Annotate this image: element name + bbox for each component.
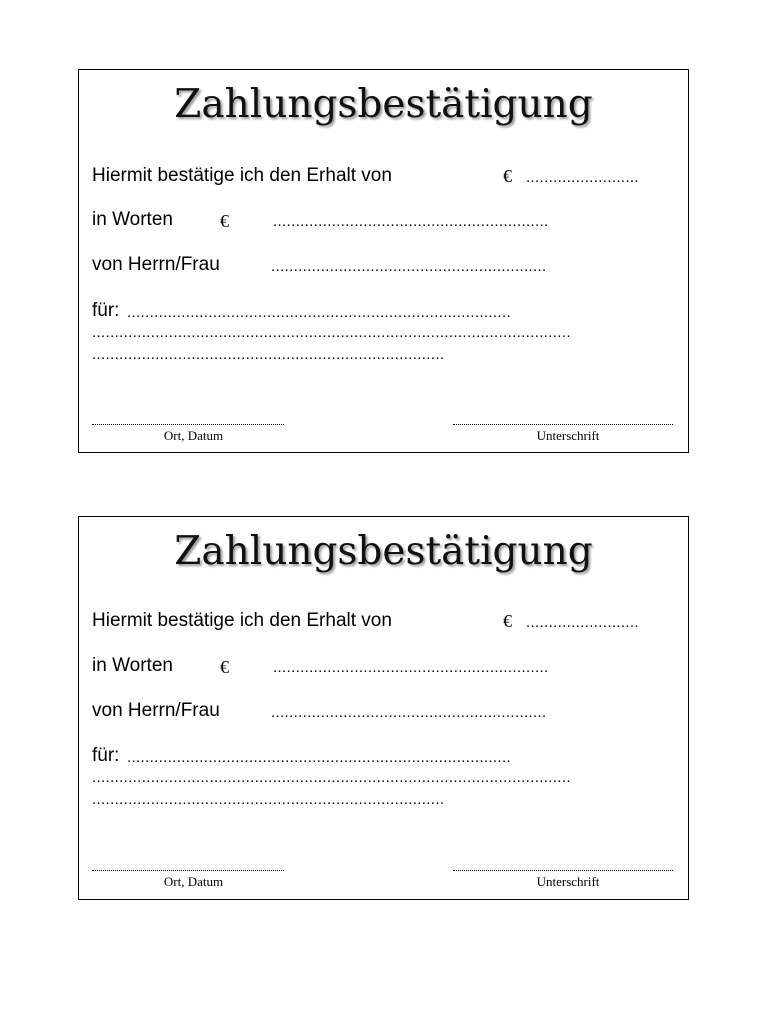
receipt-form xyxy=(78,516,689,900)
signature-caption: Unterschrift xyxy=(536,428,600,443)
purpose-label: für: xyxy=(92,745,120,766)
euro-symbol: € xyxy=(503,611,512,631)
purpose-field-line2[interactable]: .......................................................................................................... xyxy=(92,769,571,786)
amount-label: Hiermit bestätige ich den Erhalt von xyxy=(92,610,392,631)
signature-line[interactable] xyxy=(453,870,673,871)
euro-symbol: € xyxy=(220,657,229,677)
place-date-line[interactable] xyxy=(92,870,284,871)
amount-in-words-field[interactable]: ............................................................. xyxy=(273,213,549,230)
receipt-form xyxy=(78,69,689,453)
place-date-line[interactable] xyxy=(92,424,284,425)
purpose-label: für: xyxy=(92,300,120,321)
receipt-title: Zahlungsbestätigung xyxy=(174,529,593,574)
receipt-title: Zahlungsbestätigung xyxy=(174,82,593,127)
payer-field[interactable]: ............................................................. xyxy=(271,704,547,721)
in-words-label: in Worten xyxy=(92,209,173,230)
purpose-field-line2[interactable]: .......................................................................................................... xyxy=(92,324,571,341)
payer-label: von Herrn/Frau xyxy=(92,700,220,721)
purpose-field[interactable]: ..................................................................................... xyxy=(127,749,511,766)
euro-symbol: € xyxy=(503,166,512,186)
purpose-field-line3[interactable]: .............................................................................. xyxy=(92,346,445,363)
euro-symbol: € xyxy=(220,211,229,231)
purpose-field-line3[interactable]: .............................................................................. xyxy=(92,791,445,808)
purpose-field[interactable]: ..................................................................................... xyxy=(127,304,511,321)
amount-in-words-field[interactable]: ............................................................. xyxy=(273,659,549,676)
amount-label: Hiermit bestätige ich den Erhalt von xyxy=(92,165,392,186)
signature-line[interactable] xyxy=(453,424,673,425)
amount-field[interactable]: ......................... xyxy=(526,614,639,631)
amount-field[interactable]: ......................... xyxy=(526,169,639,186)
place-date-caption: Ort, Datum xyxy=(163,874,224,889)
payer-label: von Herrn/Frau xyxy=(92,254,220,275)
payer-field[interactable]: ............................................................. xyxy=(271,258,547,275)
place-date-caption: Ort, Datum xyxy=(163,428,224,443)
in-words-label: in Worten xyxy=(92,655,173,676)
signature-caption: Unterschrift xyxy=(536,874,600,889)
